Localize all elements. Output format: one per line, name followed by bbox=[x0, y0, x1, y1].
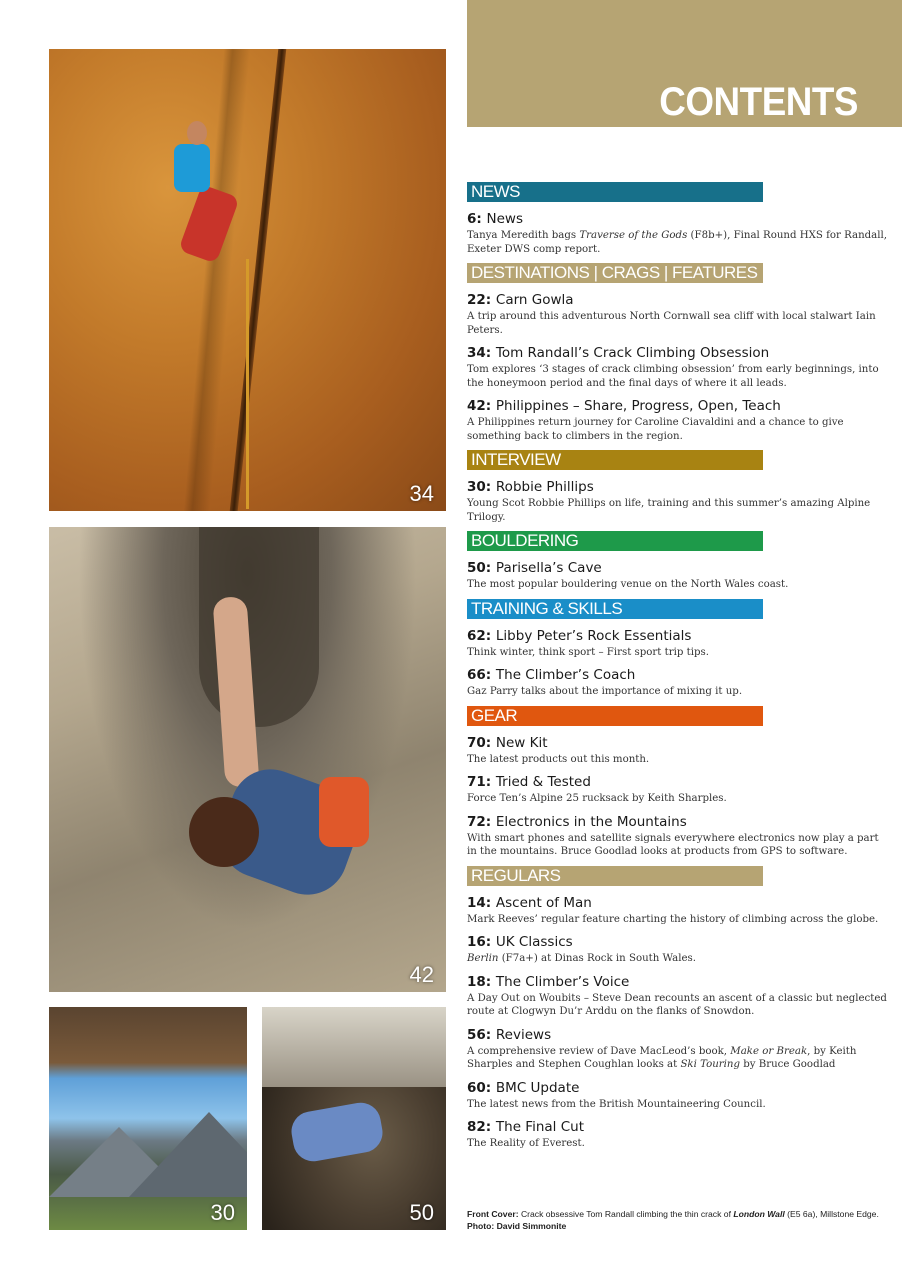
contents-entry[interactable] bbox=[467, 1079, 887, 1112]
entry-description bbox=[467, 310, 887, 337]
entry-description bbox=[467, 363, 887, 390]
photo-climber-shorts bbox=[319, 777, 369, 847]
entry-description-italic: Ski Touring bbox=[680, 1059, 741, 1070]
photo-overhang-climber bbox=[49, 527, 446, 992]
photo-climber-head bbox=[187, 121, 207, 145]
entry-title-text: Electronics in the Mountains bbox=[495, 813, 687, 830]
entry-page-number: 22 bbox=[467, 292, 486, 308]
entry-description-text: Mark Reeves’ regular feature charting the history of climbing across the globe. bbox=[467, 913, 879, 925]
entry-page-number: 6 bbox=[467, 211, 477, 227]
entry-title: 60: BMC Update bbox=[467, 1079, 580, 1096]
entry-title-text: Libby Peter’s Rock Essentials bbox=[495, 627, 692, 644]
entry-description bbox=[467, 753, 887, 767]
entry-title: 62: Libby Peter’s Rock Essentials bbox=[467, 627, 692, 644]
contents-entry[interactable] bbox=[467, 210, 887, 256]
credit-photographer: Photo: David Simmonite bbox=[467, 1221, 567, 1231]
entry-title: 72: Electronics in the Mountains bbox=[467, 813, 687, 830]
entry-description-text: The most popular bouldering venue on the North Wales coast. bbox=[467, 579, 789, 590]
entry-description-text: A Day Out on Woubits – Steve Dean recounts an ascent of a classic but neglected route at Clogwyn Du’r Arddu on the flanks of Snowdon. bbox=[467, 992, 887, 1017]
entry-title: 16: UK Classics bbox=[467, 934, 573, 950]
entry-page-number: 50 bbox=[467, 560, 486, 576]
entry-description-text: With smart phones and satellite signals everywhere electronics now play a part in the mountains. Bruce Goodlad looks at products from GPS to software. bbox=[467, 832, 879, 857]
entry-description-italic: Traverse of the Gods bbox=[579, 230, 688, 241]
entry-title-text: Reviews bbox=[495, 1026, 552, 1043]
entry-page-number: 14 bbox=[467, 894, 486, 911]
credit-label: Front Cover: bbox=[467, 1209, 519, 1219]
contents-entry[interactable] bbox=[467, 894, 887, 927]
entry-description bbox=[467, 229, 887, 256]
entry-title: 18: The Climber’s Voice bbox=[467, 973, 630, 990]
section-training bbox=[467, 599, 887, 699]
entry-description bbox=[467, 832, 887, 859]
section-regulars bbox=[467, 866, 887, 1151]
entry-description bbox=[467, 646, 887, 660]
section-interview bbox=[467, 450, 887, 524]
credit-text-end: (E5 6a), Millstone Edge. bbox=[784, 1209, 879, 1219]
photo-climber-legs bbox=[178, 184, 240, 263]
contents-entry[interactable] bbox=[467, 291, 887, 337]
cover-credit bbox=[467, 1208, 887, 1232]
entry-title: 6: News bbox=[467, 211, 523, 227]
entry-description-text: Think winter, think sport – First sport trip tips. bbox=[467, 646, 709, 658]
section-header-destinations: DESTINATIONS | CRAGS | FEATURES bbox=[467, 263, 763, 283]
entry-description bbox=[467, 497, 887, 524]
entry-title: 14: Ascent of Man bbox=[467, 894, 592, 911]
photo-climber-body bbox=[174, 144, 210, 192]
contents-entry[interactable] bbox=[467, 933, 887, 966]
entry-description bbox=[467, 992, 887, 1019]
entry-title: 56: Reviews bbox=[467, 1026, 552, 1043]
contents-entry[interactable] bbox=[467, 734, 887, 767]
entry-description bbox=[467, 1045, 887, 1072]
photo-mountain-shape bbox=[129, 1112, 247, 1197]
entry-description bbox=[467, 913, 887, 927]
entry-description-text: Gaz Parry talks about the importance of mixing it up. bbox=[467, 686, 743, 697]
entry-description bbox=[467, 578, 887, 592]
entry-description bbox=[467, 952, 887, 966]
entry-page-number: 72 bbox=[467, 813, 486, 830]
entry-description-text: The latest news from the British Mountaineering Council. bbox=[467, 1098, 766, 1110]
credit-route: London Wall bbox=[733, 1209, 785, 1219]
section-bouldering bbox=[467, 531, 887, 592]
entry-title-text: News bbox=[486, 211, 523, 227]
entry-description-text: Tom explores ‘3 stages of crack climbing obsession’ from early beginnings, into the honeymoon period and the final days of where it all leads. bbox=[467, 364, 879, 389]
entry-title: 82: The Final Cut bbox=[467, 1119, 584, 1135]
credit-text: Crack obsessive Tom Randall climbing the thin crack of bbox=[518, 1209, 734, 1219]
contents-entry[interactable] bbox=[467, 773, 887, 806]
entry-page-number: 34 bbox=[467, 345, 486, 361]
entry-page-number: 16 bbox=[467, 934, 486, 950]
section-header-bouldering: BOULDERING bbox=[467, 531, 763, 551]
entry-description-text: (F8b+), Final Round HXS for Randall, Exeter DWS comp report. bbox=[467, 230, 887, 255]
contents-entry[interactable] bbox=[467, 397, 887, 443]
entry-title-text: The Climber’s Coach bbox=[495, 667, 636, 683]
entry-title-text: BMC Update bbox=[495, 1079, 580, 1096]
entry-page-number: 70 bbox=[467, 734, 486, 751]
entry-title-text: New Kit bbox=[495, 734, 548, 751]
entry-description-text: The latest products out this month. bbox=[467, 753, 650, 765]
entry-title: 42: Philippines – Share, Progress, Open, Teach bbox=[467, 398, 781, 414]
entry-title-text: Parisella’s Cave bbox=[495, 560, 602, 576]
entry-page-number: 71 bbox=[467, 774, 486, 790]
entry-page-number: 18 bbox=[467, 973, 486, 990]
entry-description-text: A comprehensive review of Dave MacLeod’s book, bbox=[467, 1045, 731, 1057]
contents-entry[interactable] bbox=[467, 478, 887, 524]
entry-page-number: 62 bbox=[467, 627, 486, 644]
contents-entry[interactable] bbox=[467, 344, 887, 390]
contents-entry[interactable] bbox=[467, 559, 887, 592]
entry-description-italic: Make or Break bbox=[730, 1045, 808, 1057]
entry-title-text: The Climber’s Voice bbox=[495, 973, 630, 990]
section-header-news: NEWS bbox=[467, 182, 763, 202]
section-news bbox=[467, 182, 887, 256]
photo-climber-head bbox=[189, 797, 259, 867]
section-destinations bbox=[467, 263, 887, 443]
contents-entry[interactable] bbox=[467, 1118, 887, 1151]
photo-cave-boulderer bbox=[262, 1007, 446, 1230]
entry-description-text: Force Ten’s Alpine 25 rucksack by Keith Sharples. bbox=[467, 793, 727, 804]
entry-title: 66: The Climber’s Coach bbox=[467, 667, 636, 683]
section-header-interview: INTERVIEW bbox=[467, 450, 763, 470]
contents-entry[interactable] bbox=[467, 627, 887, 660]
entry-page-number: 82 bbox=[467, 1119, 486, 1135]
entry-title: 50: Parisella’s Cave bbox=[467, 560, 602, 576]
entry-description-text: , by Keith Sharples and Stephen Coughlan looks at bbox=[467, 1045, 857, 1070]
entry-page-number: 42 bbox=[467, 398, 486, 414]
photo-boulderer-figure bbox=[288, 1100, 385, 1165]
photo-alpine-climber bbox=[49, 1007, 247, 1230]
entry-description-text: Tanya Meredith bags bbox=[467, 230, 580, 241]
contents-entry[interactable] bbox=[467, 973, 887, 1019]
entry-description-text: A Philippines return journey for Caroline Ciavaldini and a chance to give something back to climbers in the region. bbox=[467, 417, 844, 442]
section-header-training: TRAINING & SKILLS bbox=[467, 599, 763, 619]
section-header-gear: GEAR bbox=[467, 706, 763, 726]
entry-page-number: 56 bbox=[467, 1026, 486, 1043]
entry-title-text: UK Classics bbox=[495, 934, 573, 950]
entry-description-text: A trip around this adventurous North Cornwall sea cliff with local stalwart Iain Peters. bbox=[467, 311, 876, 336]
entry-title: 22: Carn Gowla bbox=[467, 292, 574, 308]
contents-entry[interactable] bbox=[467, 666, 887, 699]
page-title: CONTENTS bbox=[659, 80, 858, 124]
entry-title-text: Philippines – Share, Progress, Open, Teach bbox=[495, 398, 781, 414]
entry-page-number: 60 bbox=[467, 1079, 486, 1096]
entry-description bbox=[467, 1137, 887, 1151]
entry-page-number: 30 bbox=[467, 479, 486, 495]
photo-page-number: 50 bbox=[409, 1200, 434, 1225]
photo-crack-climber bbox=[49, 49, 446, 511]
contents-entry[interactable] bbox=[467, 1026, 887, 1072]
photo-page-number: 30 bbox=[210, 1200, 235, 1225]
photo-rope-shape bbox=[246, 259, 249, 509]
entry-description-text: Young Scot Robbie Phillips on life, training and this summer’s amazing Alpine Trilogy. bbox=[467, 498, 871, 523]
photo-page-number: 42 bbox=[409, 962, 434, 987]
entry-title-text: The Final Cut bbox=[495, 1119, 584, 1135]
entry-description-italic: Berlin bbox=[467, 953, 499, 964]
section-gear bbox=[467, 706, 887, 859]
entry-title: 70: New Kit bbox=[467, 734, 548, 751]
entry-description bbox=[467, 685, 887, 699]
section-header-regulars: REGULARS bbox=[467, 866, 763, 886]
photo-crack-shape bbox=[230, 49, 287, 511]
entry-title: 71: Tried & Tested bbox=[467, 774, 591, 790]
contents-column bbox=[467, 182, 887, 1158]
entry-description bbox=[467, 792, 887, 806]
entry-description-text: The Reality of Everest. bbox=[467, 1138, 585, 1149]
entry-description-text: by Bruce Goodlad bbox=[740, 1059, 836, 1070]
entry-title-text: Tom Randall’s Crack Climbing Obsession bbox=[495, 345, 770, 361]
entry-description bbox=[467, 1098, 887, 1112]
contents-entry[interactable] bbox=[467, 813, 887, 859]
entry-description-text: (F7a+) at Dinas Rock in South Wales. bbox=[498, 953, 696, 964]
photo-page-number: 34 bbox=[409, 481, 434, 506]
entry-title-text: Ascent of Man bbox=[495, 894, 592, 911]
entry-title-text: Tried & Tested bbox=[495, 774, 591, 790]
entry-title-text: Carn Gowla bbox=[495, 292, 574, 308]
photo-cave-roof bbox=[262, 1007, 446, 1087]
entry-title-text: Robbie Phillips bbox=[495, 479, 594, 495]
entry-page-number: 66 bbox=[467, 667, 486, 683]
entry-title: 30: Robbie Phillips bbox=[467, 479, 594, 495]
entry-title: 34: Tom Randall’s Crack Climbing Obsession bbox=[467, 345, 770, 361]
entry-description bbox=[467, 416, 887, 443]
header-band bbox=[467, 0, 902, 127]
